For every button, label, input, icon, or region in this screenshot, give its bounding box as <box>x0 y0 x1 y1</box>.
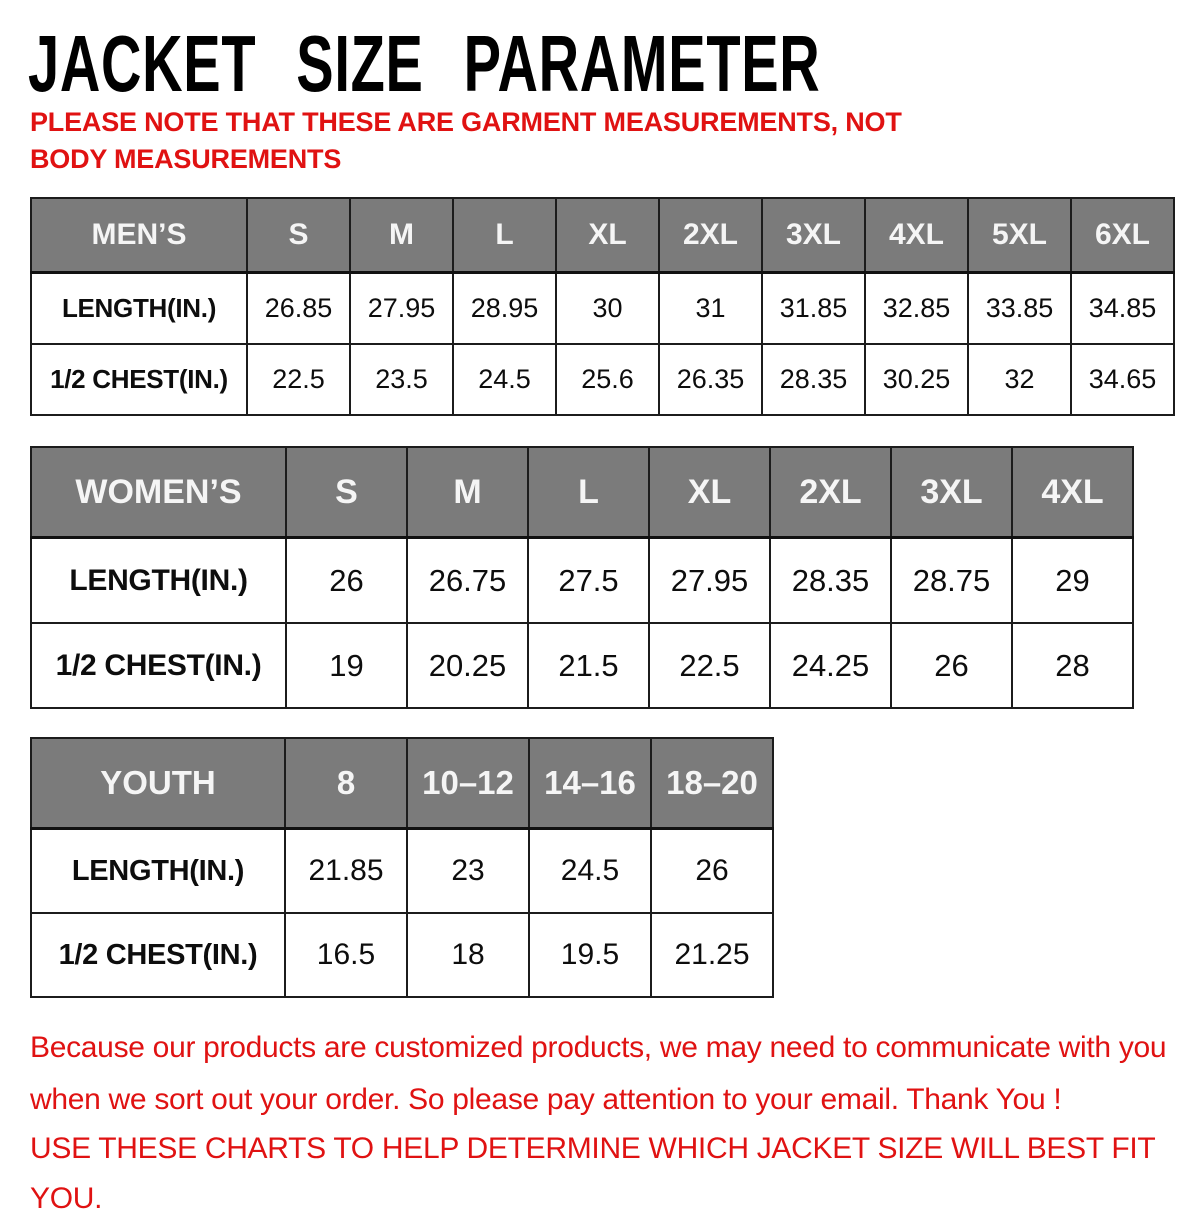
mens-size-table <box>30 197 1175 416</box>
mens-value-cell: 22.5 <box>247 344 350 415</box>
mens-size-header: M <box>350 198 453 273</box>
youth-size-header: 8 <box>285 738 407 829</box>
mens-data-row <box>31 344 1174 415</box>
womens-value-cell: 22.5 <box>649 623 770 708</box>
womens-value-cell: 26.75 <box>407 538 528 624</box>
womens-row-label: LENGTH(IN.) <box>31 538 286 624</box>
womens-size-header: S <box>286 447 407 538</box>
youth-row-label: LENGTH(IN.) <box>31 829 285 914</box>
youth-value-cell: 19.5 <box>529 913 651 997</box>
mens-size-header: S <box>247 198 350 273</box>
youth-value-cell: 21.25 <box>651 913 773 997</box>
youth-value-cell: 18 <box>407 913 529 997</box>
mens-value-cell: 32.85 <box>865 273 968 345</box>
womens-size-header: 4XL <box>1012 447 1133 538</box>
womens-value-cell: 28.35 <box>770 538 891 624</box>
mens-data-row <box>31 273 1174 345</box>
mens-value-cell: 32 <box>968 344 1071 415</box>
womens-group-label: WOMEN’S <box>31 447 286 538</box>
mens-value-cell: 23.5 <box>350 344 453 415</box>
mens-value-cell: 31 <box>659 273 762 345</box>
youth-value-cell: 21.85 <box>285 829 407 914</box>
womens-size-header: 2XL <box>770 447 891 538</box>
womens-value-cell: 24.25 <box>770 623 891 708</box>
youth-group-label: YOUTH <box>31 738 285 829</box>
mens-header-row <box>31 198 1174 273</box>
womens-size-header: M <box>407 447 528 538</box>
youth-size-table <box>30 737 774 998</box>
mens-size-header: XL <box>556 198 659 273</box>
mens-value-cell: 25.6 <box>556 344 659 415</box>
womens-value-cell: 29 <box>1012 538 1133 624</box>
youth-size-header: 10–12 <box>407 738 529 829</box>
womens-size-header: L <box>528 447 649 538</box>
youth-size-header: 18–20 <box>651 738 773 829</box>
mens-size-header: 2XL <box>659 198 762 273</box>
womens-data-row <box>31 623 1133 708</box>
mens-value-cell: 34.85 <box>1071 273 1174 345</box>
womens-row-label: 1/2 CHEST(IN.) <box>31 623 286 708</box>
mens-value-cell: 26.85 <box>247 273 350 345</box>
mens-value-cell: 30.25 <box>865 344 968 415</box>
womens-value-cell: 26 <box>286 538 407 624</box>
mens-size-header: 6XL <box>1071 198 1174 273</box>
mens-size-header: 5XL <box>968 198 1071 273</box>
mens-row-label: 1/2 CHEST(IN.) <box>31 344 247 415</box>
mens-value-cell: 30 <box>556 273 659 345</box>
garment-measurement-note: PLEASE NOTE THAT THESE ARE GARMENT MEASUREMENTS, NOT BODY MEASUREMENTS <box>30 107 902 175</box>
womens-size-header: XL <box>649 447 770 538</box>
womens-value-cell: 27.95 <box>649 538 770 624</box>
youth-header-row <box>31 738 773 829</box>
youth-value-cell: 16.5 <box>285 913 407 997</box>
youth-row-label: 1/2 CHEST(IN.) <box>31 913 285 997</box>
youth-value-cell: 23 <box>407 829 529 914</box>
youth-data-row <box>31 913 773 997</box>
footer-communication-note: Because our products are customized products, we may need to communicate with you when we sort out your order. So please pay attention to your email. Thank You ! <box>30 1031 1167 1116</box>
mens-size-header: 3XL <box>762 198 865 273</box>
womens-value-cell: 28.75 <box>891 538 1012 624</box>
mens-size-header: L <box>453 198 556 273</box>
womens-value-cell: 21.5 <box>528 623 649 708</box>
mens-row-label: LENGTH(IN.) <box>31 273 247 345</box>
womens-value-cell: 19 <box>286 623 407 708</box>
womens-value-cell: 28 <box>1012 623 1133 708</box>
youth-value-cell: 24.5 <box>529 829 651 914</box>
mens-value-cell: 33.85 <box>968 273 1071 345</box>
womens-header-row <box>31 447 1133 538</box>
womens-value-cell: 26 <box>891 623 1012 708</box>
mens-value-cell: 24.5 <box>453 344 556 415</box>
mens-value-cell: 27.95 <box>350 273 453 345</box>
mens-value-cell: 34.65 <box>1071 344 1174 415</box>
womens-size-header: 3XL <box>891 447 1012 538</box>
womens-size-table <box>30 446 1134 709</box>
womens-value-cell: 20.25 <box>407 623 528 708</box>
youth-data-row <box>31 829 773 914</box>
youth-value-cell: 26 <box>651 829 773 914</box>
youth-size-header: 14–16 <box>529 738 651 829</box>
mens-size-header: 4XL <box>865 198 968 273</box>
mens-value-cell: 26.35 <box>659 344 762 415</box>
footer-usage-note: USE THESE CHARTS TO HELP DETERMINE WHICH JACKET SIZE WILL BEST FIT YOU. <box>30 1132 1155 1215</box>
mens-value-cell: 28.35 <box>762 344 865 415</box>
mens-group-label: MEN’S <box>31 198 247 273</box>
page-title: JACKET SIZE PARAMETER <box>28 19 821 108</box>
womens-value-cell: 27.5 <box>528 538 649 624</box>
womens-data-row <box>31 538 1133 624</box>
mens-value-cell: 31.85 <box>762 273 865 345</box>
mens-value-cell: 28.95 <box>453 273 556 345</box>
